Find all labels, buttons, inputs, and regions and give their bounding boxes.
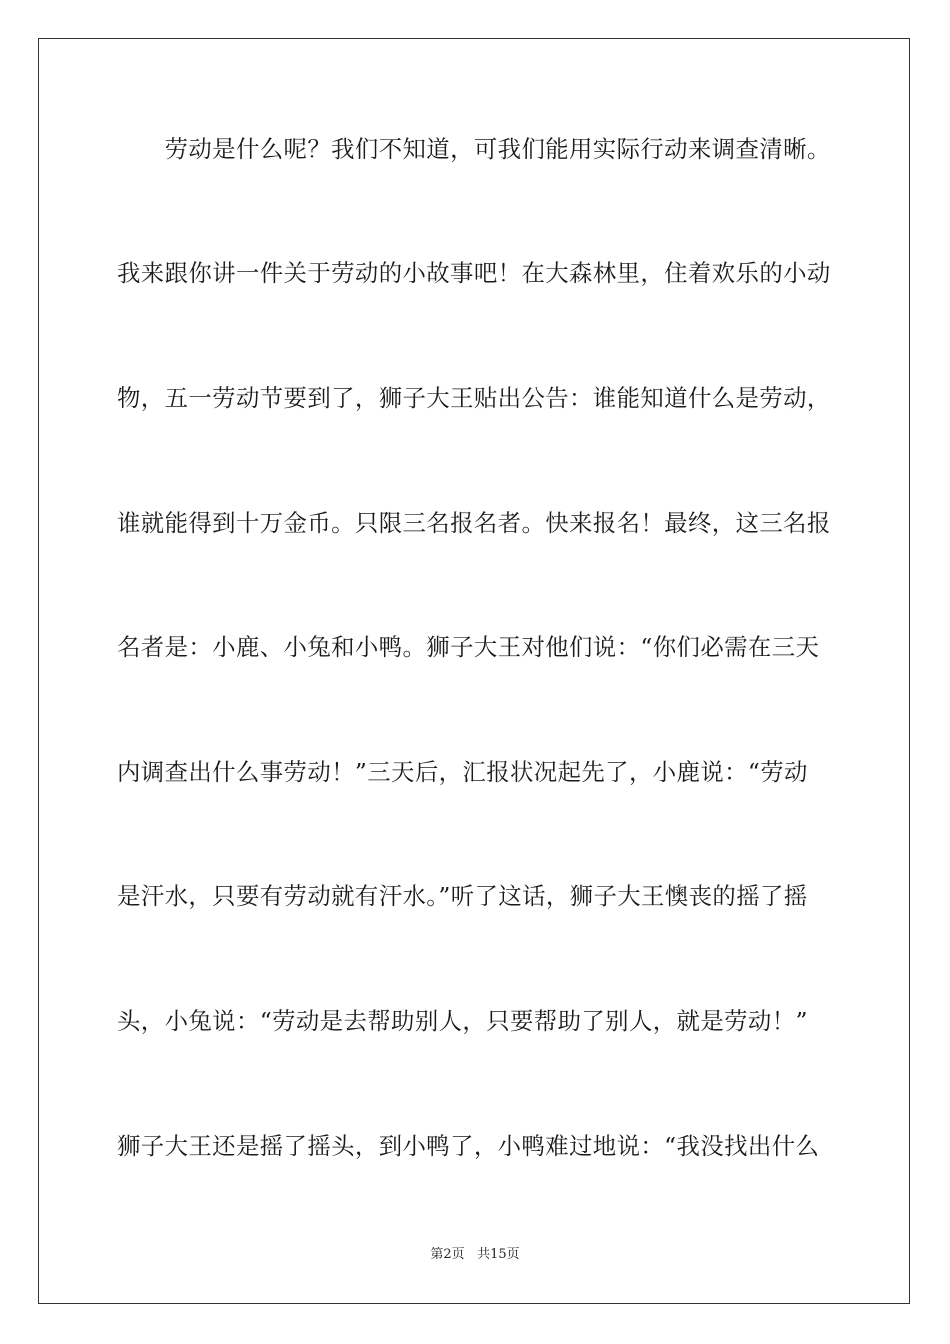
body-text-line-9: 狮子大王还是摇了摇头，到小鸭了，小鸭难过地说：“我没找出什么 [117, 1132, 820, 1160]
page-number: 第2页 [430, 1247, 465, 1262]
body-text-line-4: 谁就能得到十万金币。只限三名报名者。快来报名！最终，这三名报 [117, 509, 831, 537]
page-footer [0, 1246, 950, 1264]
body-text-line-2: 我来跟你讲一件关于劳动的小故事吧！在大森林里，住着欢乐的小动 [117, 259, 831, 287]
body-text-line-5: 名者是：小鹿、小兔和小鸭。狮子大王对他们说：“你们必需在三天 [117, 633, 820, 661]
body-text-line-8: 头，小兔说：“劳动是去帮助别人，只要帮助了别人，就是劳动！” [117, 1007, 808, 1035]
body-text-line-7: 是汗水，只要有劳动就有汗水。”听了这话，狮子大王懊丧的摇了摇 [117, 882, 808, 910]
total-pages: 共15页 [477, 1247, 520, 1262]
body-text-line-3: 物，五一劳动节要到了，狮子大王贴出公告：谁能知道什么是劳动， [117, 384, 831, 412]
body-text-line-1: 劳动是什么呢？我们不知道，可我们能用实际行动来调查清晰。 [117, 135, 831, 163]
page-border [38, 38, 910, 1304]
body-text-line-6: 内调查出什么事劳动！”三天后，汇报状况起先了，小鹿说：“劳动 [117, 758, 808, 786]
